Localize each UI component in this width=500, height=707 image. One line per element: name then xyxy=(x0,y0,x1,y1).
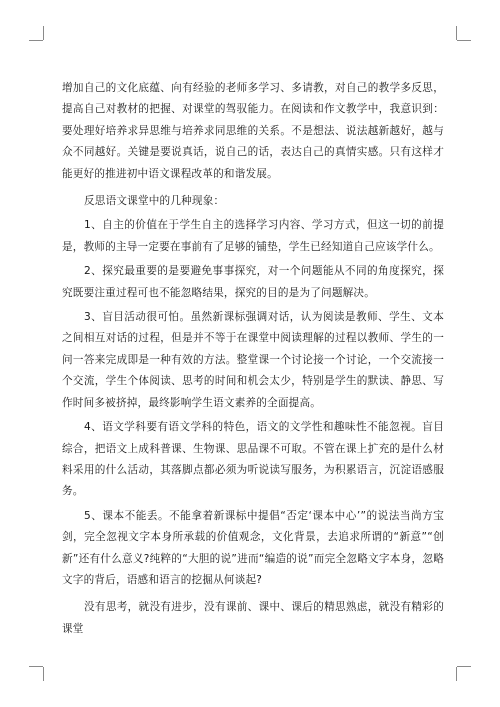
crop-mark-bottom-right-horizontal xyxy=(457,666,471,667)
crop-mark-top-right-horizontal xyxy=(457,40,471,41)
crop-mark-bottom-right-vertical xyxy=(456,667,457,681)
crop-mark-top-left-vertical xyxy=(43,26,44,40)
paragraph-point-5: 5、课本不能丢。不能拿着新课标中提倡“否定‘课本中心’”的说法当尚方宝剑，完全忽视文字本身所承载的价值观念，文化背景，去追求所谓的“新意”“创新”还有什么意义?纯粹的“大胆的说”进而“编造的说”而完全忽略文字本身，忽略文字的背后，语感和语言的挖掘从何谈起? xyxy=(62,509,444,586)
paragraph-reflection-heading: 反思语文课堂中的几种现象： xyxy=(84,195,225,208)
paragraph-point-4: 4、语文学科要有语文学科的特色，语文的文学性和趣味性不能忽视。盲目综合，把语文上成科普课、生物课、思品课不可取。不管在课上扩充的是什么材料采用的什么活动，其落脚点都必须为听说读写服务，为积累语言，沉淀语感服务。 xyxy=(62,421,444,498)
paragraph-point-1: 1、自主的价值在于学生自主的选择学习内容、学习方式，但这一切的前提是，教师的主导一定要在事前有了足够的铺垫，学生已经知道自己应该学什么。 xyxy=(62,219,444,253)
crop-mark-top-right-vertical xyxy=(456,26,457,40)
paragraph-continued: 增加自己的文化底蕴、向有经验的老师多学习、多请教，对自己的教学多反思，提高自己对教材的把握、对课堂的驾驭能力。在阅读和作文教学中，我意识到：要处理好培养求异思维与培养求同思维的关系。不是想法、说法越新越好，越与众不同越好。关键是要说真话，说自己的话，表达自己的真情实感。只有这样才能更好的推进初中语文课程改革的和谐发展。 xyxy=(62,82,444,180)
crop-mark-bottom-left-vertical xyxy=(43,667,44,681)
crop-mark-bottom-left-horizontal xyxy=(29,666,43,667)
paragraph-point-2: 2、探究最重要的是要避免事事探究，对一个问题能从不同的角度探究，探究既要注重过程可也不能忽略结果，探究的目的是为了问题解决。 xyxy=(62,265,444,299)
crop-mark-top-left-horizontal xyxy=(29,40,43,41)
paragraph-closing: 没有思考，就没有进步，没有课前、课中、课后的精思熟虑，就没有精彩的课堂 xyxy=(62,601,444,635)
document-body xyxy=(62,78,444,640)
paragraph-point-3: 3、盲目活动很可怕。虽然新课标强调对话，认为阅读是教师、学生、文本之间相互对话的过程，但是并不等于在课堂中阅读理解的过程以教师、学生的一问一答来完成即是一种有效的方法。整堂课一个讨论接一个讨论，一个交流接一个交流，学生个体阅读、思考的时间和机会太少，特别是学生的默读、静思、写作时间多被挤掉，最终影响学生语文素养的全面提高。 xyxy=(62,311,444,409)
